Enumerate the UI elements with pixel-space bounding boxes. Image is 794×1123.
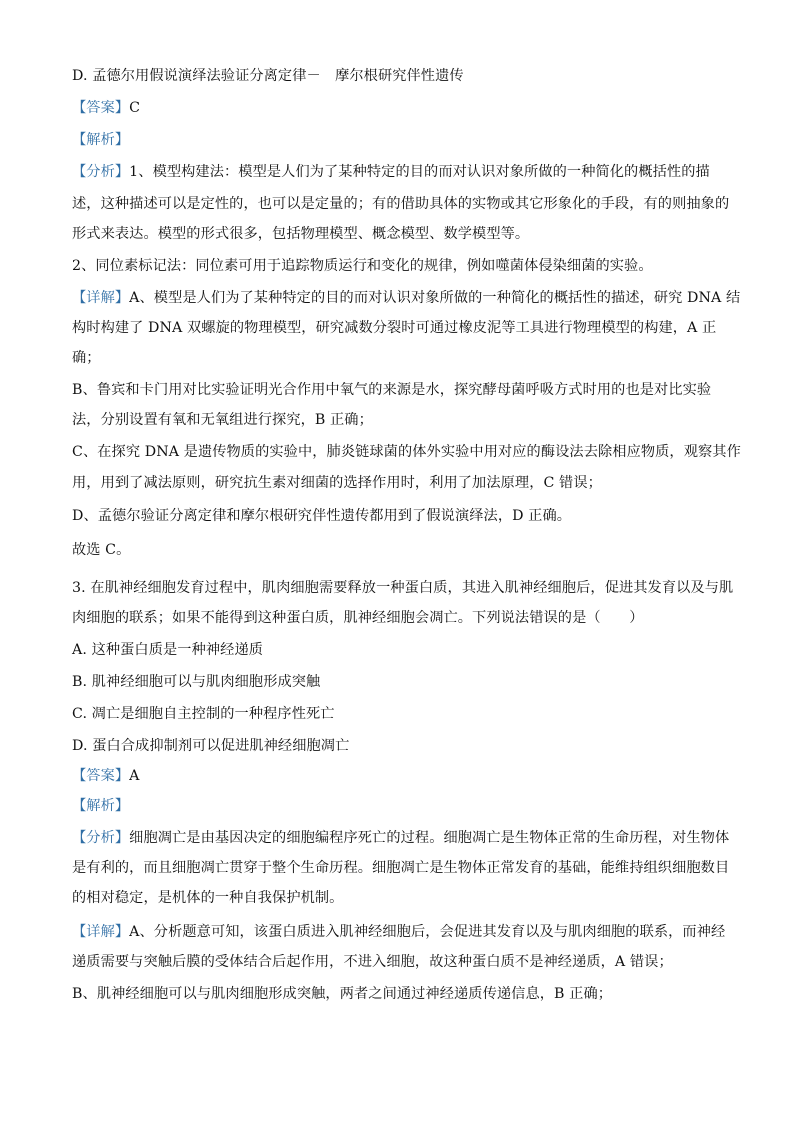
- paragraph-line: 的相对稳定，是机体的一种自我保护机制。: [72, 890, 344, 906]
- detail-line: 【详解】A、模型是人们为了某种特定的目的而对认识对象所做的一种简化的概括性的描述，研究 DNA 结: [72, 290, 741, 306]
- answer-line: 【答案】C: [72, 100, 141, 116]
- paragraph-line: 述，这种描述可以是定性的，也可以是定量的；有的借助具体的实物或其它形象化的手段，有的则抽象的: [72, 196, 730, 212]
- paragraph-line: B、鲁宾和卡门用对比实验证明光合作用中氧气的来源是水，探究酵母菌呼吸方式时用的也是对比实验: [72, 382, 712, 398]
- paragraph-line: B、肌神经细胞可以与肌肉细胞形成突触，两者之间通过神经递质传递信息，B 正确；: [72, 986, 613, 1002]
- paragraph-line: 2、同位素标记法：同位素可用于追踪物质运行和变化的规律，例如噬菌体侵染细菌的实验。: [72, 258, 653, 274]
- answer-tag: 【答案】: [72, 100, 130, 116]
- paragraph-line: 用，用到了减法原则，研究抗生素对细菌的选择作用时，利用了加法原理，C 错误；: [72, 475, 602, 491]
- explanation-heading: [72, 796, 129, 816]
- analysis-line: 【分析】1、模型构建法：模型是人们为了某种特定的目的而对认识对象所做的一种简化的概括性的描: [72, 164, 710, 180]
- option-d-line: D. 孟德尔用假说演绎法验证分离定律－ 摩尔根研究伴性遗传: [72, 68, 464, 84]
- paragraph-line: 法，分别设置有氧和无氧组进行探究，B 正确；: [72, 412, 373, 428]
- option-b-line: B. 肌神经细胞可以与肌肉细胞形成突触: [72, 674, 321, 690]
- explanation-tag: 【解析】: [72, 798, 130, 814]
- paragraph-line: 构时构建了 DNA 双螺旋的物理模型，研究减数分裂时可通过橡皮泥等工具进行物理模型的构建，A 正: [72, 320, 717, 336]
- detail-line: 【详解】A、分析题意可知，该蛋白质进入肌神经细胞后，会促进其发育以及与肌肉细胞的联系，而神经: [72, 924, 726, 940]
- detail-tag: 【详解】: [72, 924, 130, 940]
- option-a-line: A. 这种蛋白质是一种神经递质: [72, 642, 264, 658]
- option-d-line: D. 蛋白合成抑制剂可以促进肌神经细胞凋亡: [72, 738, 350, 754]
- option-c-line: C. 凋亡是细胞自主控制的一种程序性死亡: [72, 706, 335, 722]
- paragraph-line: 形式来表达。模型的形式很多，包括物理模型、概念模型、数学模型等。: [72, 226, 530, 242]
- paragraph-line: D、孟德尔验证分离定律和摩尔根研究伴性遗传都用到了假说演绎法，D 正确。: [72, 508, 572, 524]
- question-3-line: 肉细胞的联系；如果不能得到这种蛋白质，肌神经细胞会凋亡。下列说法错误的是（ ）: [72, 610, 644, 626]
- analysis-line: 【分析】细胞凋亡是由基因决定的细胞编程序死亡的过程。细胞凋亡是生物体正常的生命历程，对生物体: [72, 830, 730, 846]
- paragraph-line: 递质需要与突触后膜的受体结合后起作用，不进入细胞，故这种蛋白质不是神经递质，A 错误；: [72, 954, 673, 970]
- paragraph-line: C、在探究 DNA 是遗传物质的实验中，肺炎链球菌的体外实验中用对应的酶设法去除相应物质，观察其作: [72, 444, 741, 460]
- answer-tag: 【答案】: [72, 768, 130, 784]
- explanation-heading: [72, 130, 129, 150]
- paragraph-line: 是有利的，而且细胞凋亡贯穿于整个生命历程。细胞凋亡是生物体正常发育的基础，能维持组织细胞数目: [72, 860, 730, 876]
- question-3-line: 3. 在肌神经细胞发育过程中，肌肉细胞需要释放一种蛋白质，其进入肌神经细胞后，促进其发育以及与肌: [72, 580, 734, 596]
- conclusion-line: 故选 C。: [72, 542, 131, 558]
- analysis-tag: 【分析】: [72, 830, 130, 846]
- explanation-tag: 【解析】: [72, 132, 130, 148]
- answer-line: 【答案】A: [72, 768, 140, 784]
- detail-tag: 【详解】: [72, 290, 130, 306]
- paragraph-line: 确；: [72, 350, 101, 366]
- analysis-tag: 【分析】: [72, 164, 130, 180]
